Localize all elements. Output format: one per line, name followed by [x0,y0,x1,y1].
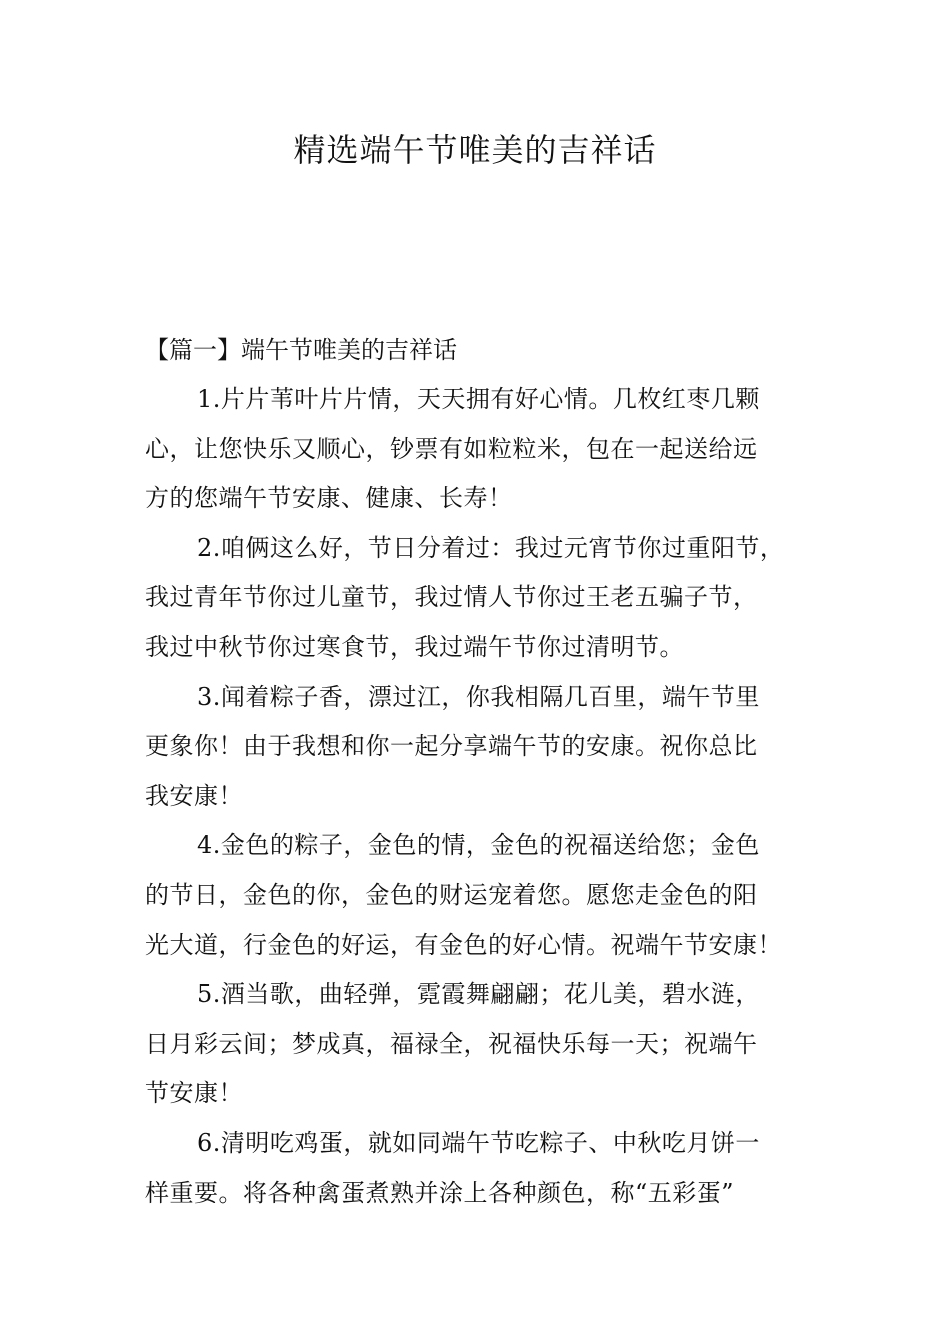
paragraph-1-line-2: 心，让您快乐又顺心，钞票有如粒粒米，包在一起送给远 [145,434,758,463]
paragraph-6-line-1: 6.清明吃鸡蛋，就如同端午节吃粽子、中秋吃月饼一 [197,1128,760,1157]
paragraph-3-line-3: 我安康！ [145,781,243,810]
paragraph-1-line-1: 1.片片苇叶片片情，天天拥有好心情。几枚红枣几颗 [197,385,760,413]
paragraph-5-line-2: 日月彩云间；梦成真，福禄全，祝福快乐每一天；祝端午 [145,1029,758,1058]
paragraph-3-line-1: 3.闻着粽子香，漂过江，你我相隔几百里，端午节里 [197,682,760,711]
paragraph-2-line-1: 2.咱俩这么好，节日分着过：我过元宵节你过重阳节， [197,533,785,562]
section-heading: 【篇一】端午节唯美的吉祥话 [145,336,457,364]
paragraph-2-line-3: 我过中秋节你过寒食节，我过端午节你过清明节。 [145,632,684,661]
paragraph-3-line-2: 更象你！由于我想和你一起分享端午节的安康。祝你总比 [145,732,758,761]
paragraph-4-line-3: 光大道，行金色的好运，有金色的好心情。祝端午节安康！ [145,930,782,959]
paragraph-4-line-2: 的节日，金色的你，金色的财运宠着您。愿您走金色的阳 [145,880,758,909]
paragraph-6-line-2: 样重要。将各种禽蛋煮熟并涂上各种颜色，称“五彩蛋” [145,1178,735,1207]
paragraph-1-line-3: 方的您端午节安康、健康、长寿！ [145,484,513,513]
document-title: 精选端午节唯美的吉祥话 [293,131,657,169]
paragraph-5-line-3: 节安康！ [145,1079,243,1108]
paragraph-2-line-2: 我过青年节你过儿童节，我过情人节你过王老五骗子节， [145,583,758,612]
paragraph-4-line-1: 4.金色的粽子，金色的情，金色的祝福送给您；金色 [197,831,760,860]
paragraph-5-line-1: 5.酒当歌，曲轻弹，霓霞舞翩翩；花儿美，碧水涟， [197,980,760,1009]
body-text [145,375,825,1218]
